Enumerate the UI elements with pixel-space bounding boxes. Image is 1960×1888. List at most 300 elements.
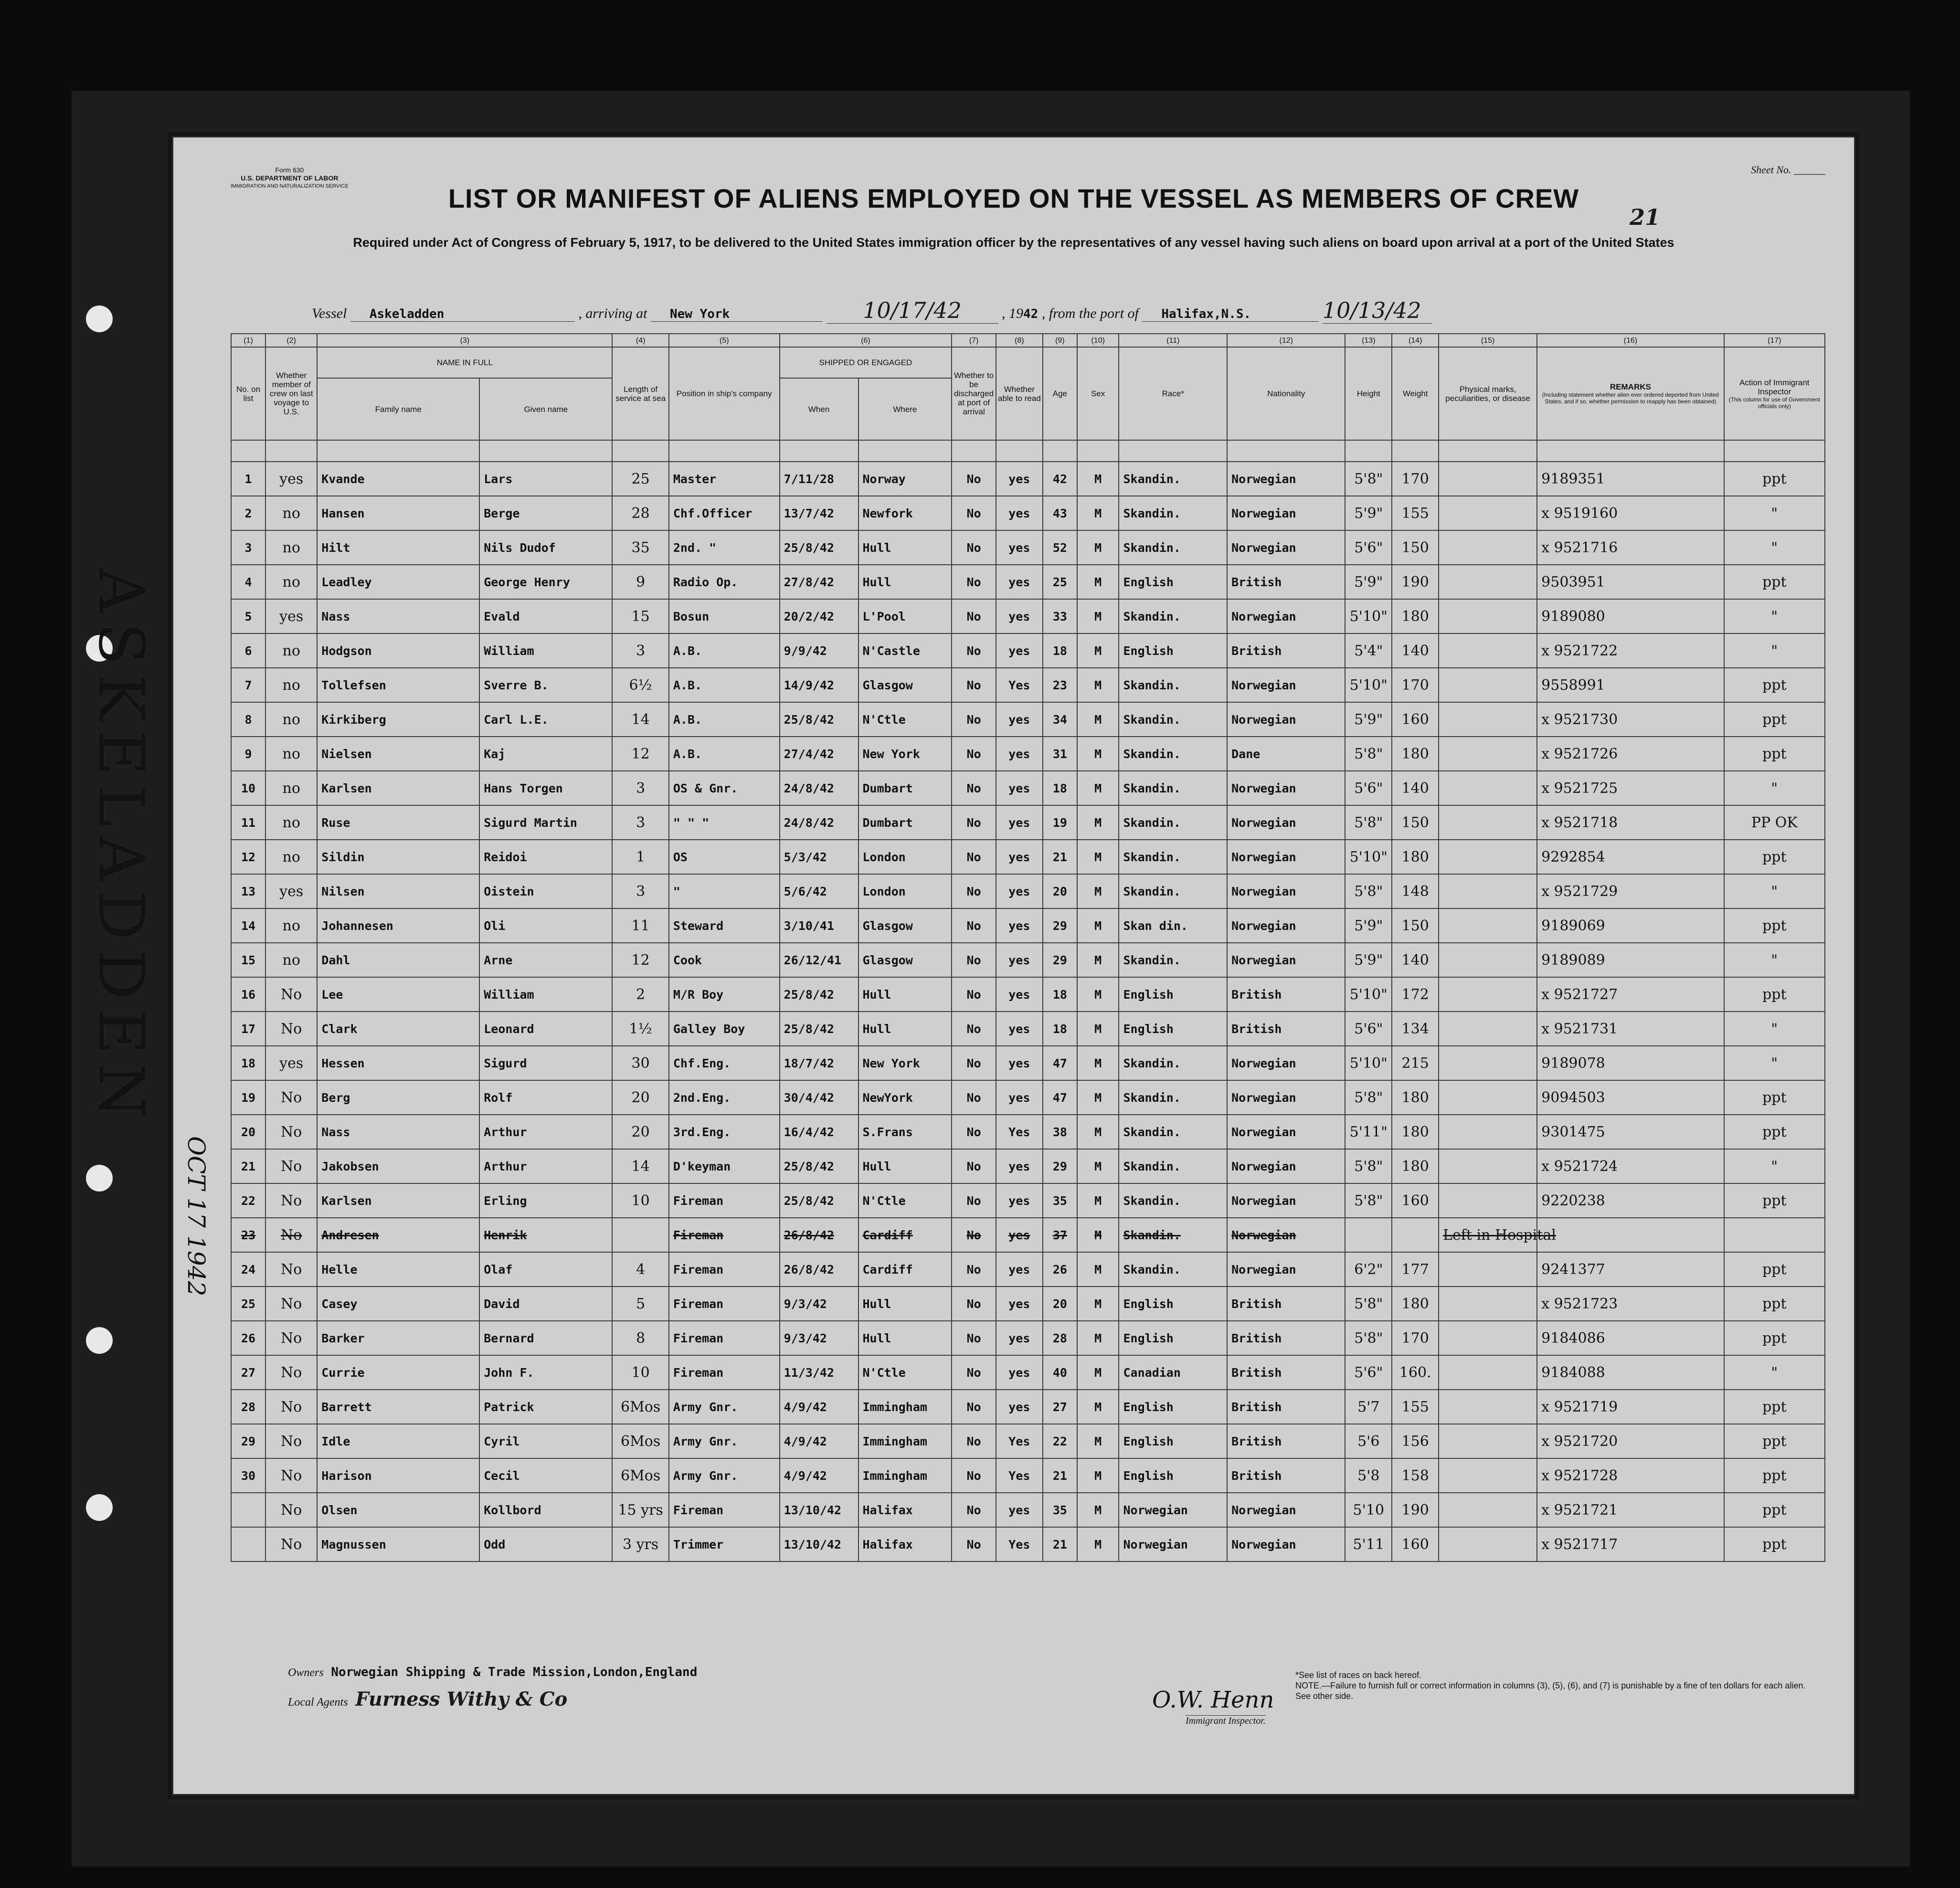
cell-prev: No — [265, 1527, 317, 1561]
cell-weight: 140 — [1392, 771, 1439, 805]
cell-height: 6'2" — [1345, 1252, 1392, 1287]
cell-height: 5'9" — [1345, 496, 1392, 530]
cell-where: Hull — [858, 530, 952, 565]
cell-when: 4/9/42 — [780, 1458, 858, 1493]
cell-read: Yes — [996, 1527, 1043, 1561]
cell-prev: No — [265, 1149, 317, 1183]
cell-when: 16/4/42 — [780, 1115, 858, 1149]
cell-prev: No — [265, 1080, 317, 1115]
cell-where: Hull — [858, 977, 952, 1012]
cell-sex: M — [1077, 462, 1119, 496]
cell-when: 11/3/42 — [780, 1355, 858, 1390]
cell-service: 2 — [612, 977, 668, 1012]
cell-remarks: 9189078 — [1537, 1046, 1724, 1080]
cell-race: Skandin. — [1119, 1218, 1227, 1252]
cell-read: yes — [996, 908, 1043, 943]
cell-given: Sigurd Martin — [479, 805, 612, 840]
cell-nat: British — [1227, 565, 1345, 599]
cell-family: Dahl — [317, 943, 479, 977]
cell-weight: 140 — [1392, 943, 1439, 977]
cell-remarks — [1537, 1218, 1724, 1252]
cell-given: Berge — [479, 496, 612, 530]
cell-when: 27/8/42 — [780, 565, 858, 599]
cell-remarks: x 9521722 — [1537, 633, 1724, 668]
cell-race: English — [1119, 1458, 1227, 1493]
cell-read: yes — [996, 1252, 1043, 1287]
cell-action: ppt — [1724, 1252, 1825, 1287]
cell-when: 13/7/42 — [780, 496, 858, 530]
cell-service: 3 — [612, 874, 668, 908]
table-row — [231, 943, 1825, 977]
cell-family: Kvande — [317, 462, 479, 496]
cell-sex: M — [1077, 1046, 1119, 1080]
table-row — [231, 496, 1825, 530]
inspector-label: Immigrant Inspector. — [1186, 1716, 1266, 1726]
cell-given: Evald — [479, 599, 612, 633]
cell-sex: M — [1077, 1183, 1119, 1218]
cell-prev: No — [265, 1012, 317, 1046]
cell-disch: No — [952, 737, 996, 771]
col-num: (7) — [952, 334, 996, 347]
cell-weight: 170 — [1392, 668, 1439, 702]
header-last-voyage: Whether member of crew on last voyage to U.S. — [265, 347, 317, 440]
cell-no: 19 — [231, 1080, 265, 1115]
cell-sex: M — [1077, 840, 1119, 874]
header-shipped-engaged: SHIPPED OR ENGAGED — [780, 347, 952, 378]
cell-nat: Norwegian — [1227, 1080, 1345, 1115]
cell-age: 38 — [1043, 1115, 1077, 1149]
cell-action: ppt — [1724, 668, 1825, 702]
table-row — [231, 840, 1825, 874]
cell-given: Kaj — [479, 737, 612, 771]
table-row — [231, 633, 1825, 668]
cell-position: Master — [669, 462, 780, 496]
cell-age: 18 — [1043, 633, 1077, 668]
cell-disch: No — [952, 1493, 996, 1527]
cell-given: Lars — [479, 462, 612, 496]
cell-where: Hull — [858, 1012, 952, 1046]
cell-prev: no — [265, 840, 317, 874]
cell-where: Dumbart — [858, 771, 952, 805]
cell-no: 26 — [231, 1321, 265, 1355]
year-value: 42 — [1023, 307, 1038, 321]
cell-service: 6Mos — [612, 1390, 668, 1424]
cell-race: Skandin. — [1119, 1183, 1227, 1218]
cell-sex: M — [1077, 668, 1119, 702]
cell-race: Skandin. — [1119, 530, 1227, 565]
cell-action: " — [1724, 530, 1825, 565]
cell-marks — [1439, 977, 1537, 1012]
cell-given: Arthur — [479, 1149, 612, 1183]
cell-no: 3 — [231, 530, 265, 565]
cell-age: 18 — [1043, 1012, 1077, 1046]
cell-where: N'Castle — [858, 633, 952, 668]
cell-disch: No — [952, 1080, 996, 1115]
table-row — [231, 977, 1825, 1012]
cell-sex: M — [1077, 496, 1119, 530]
cell-no: 11 — [231, 805, 265, 840]
cell-position: A.B. — [669, 633, 780, 668]
cell-marks — [1439, 1527, 1537, 1561]
cell-sex: M — [1077, 633, 1119, 668]
cell-no: 22 — [231, 1183, 265, 1218]
cell-position: Fireman — [669, 1493, 780, 1527]
cell-age: 35 — [1043, 1183, 1077, 1218]
cell-weight: 180 — [1392, 1080, 1439, 1115]
cell-action: ppt — [1724, 565, 1825, 599]
cell-where: NewYork — [858, 1080, 952, 1115]
cell-family: Johannesen — [317, 908, 479, 943]
cell-where: Halifax — [858, 1527, 952, 1561]
cell-age: 52 — [1043, 530, 1077, 565]
cell-when: 26/8/42 — [780, 1218, 858, 1252]
vessel-name-stamp: ASKELADDEN — [85, 568, 158, 1128]
col-num: (12) — [1227, 334, 1345, 347]
cell-nat: Norwegian — [1227, 840, 1345, 874]
cell-action: " — [1724, 1149, 1825, 1183]
cell-read: yes — [996, 1012, 1043, 1046]
cell-where: Norway — [858, 462, 952, 496]
table-row — [231, 668, 1825, 702]
cell-prev: no — [265, 702, 317, 737]
cell-remarks: 9189351 — [1537, 462, 1724, 496]
cell-service: 1½ — [612, 1012, 668, 1046]
cell-remarks: 9292854 — [1537, 840, 1724, 874]
cell-nat: British — [1227, 1458, 1345, 1493]
cell-sex: M — [1077, 565, 1119, 599]
cell-remarks: x 9521718 — [1537, 805, 1724, 840]
cell-nat: British — [1227, 1287, 1345, 1321]
cell-service — [612, 1218, 668, 1252]
cell-height: 5'8" — [1345, 1080, 1392, 1115]
cell-height: 5'11 — [1345, 1527, 1392, 1561]
cell-weight: 190 — [1392, 1493, 1439, 1527]
cell-service: 12 — [612, 943, 668, 977]
cell-no: 16 — [231, 977, 265, 1012]
cell-age: 42 — [1043, 462, 1077, 496]
cell-prev: no — [265, 805, 317, 840]
cell-position: A.B. — [669, 702, 780, 737]
cell-given: Cyril — [479, 1424, 612, 1458]
cell-marks — [1439, 462, 1537, 496]
cell-when: 24/8/42 — [780, 805, 858, 840]
cell-marks — [1439, 702, 1537, 737]
cell-sex: M — [1077, 943, 1119, 977]
cell-race: Norwegian — [1119, 1527, 1227, 1561]
cell-when: 18/7/42 — [780, 1046, 858, 1080]
cell-weight: 170 — [1392, 462, 1439, 496]
col-num: (5) — [669, 334, 780, 347]
cell-marks — [1439, 530, 1537, 565]
cell-disch: No — [952, 1458, 996, 1493]
header-length-service: Length of service at sea — [612, 347, 668, 440]
cell-no: 18 — [231, 1046, 265, 1080]
cell-weight: 150 — [1392, 908, 1439, 943]
cell-where: N'Ctle — [858, 702, 952, 737]
cell-action: ppt — [1724, 1115, 1825, 1149]
binder-hole — [86, 1327, 113, 1354]
arrival-port: New York — [651, 307, 823, 322]
cell-height: 5'7 — [1345, 1390, 1392, 1424]
cell-marks — [1439, 737, 1537, 771]
cell-height: 5'9" — [1345, 565, 1392, 599]
cell-when: 5/6/42 — [780, 874, 858, 908]
cell-weight: 160 — [1392, 1527, 1439, 1561]
cell-service: 3 — [612, 805, 668, 840]
cell-nat: British — [1227, 1355, 1345, 1390]
table-row — [231, 771, 1825, 805]
cell-read: yes — [996, 771, 1043, 805]
cell-family: Helle — [317, 1252, 479, 1287]
cell-prev: no — [265, 771, 317, 805]
cell-position: Fireman — [669, 1355, 780, 1390]
cell-read: yes — [996, 1493, 1043, 1527]
cell-disch: No — [952, 1527, 996, 1561]
cell-nat: Norwegian — [1227, 1493, 1345, 1527]
cell-service: 35 — [612, 530, 668, 565]
cell-read: yes — [996, 737, 1043, 771]
cell-age: 21 — [1043, 1527, 1077, 1561]
sheet-number-handwritten: 21 — [1630, 204, 1661, 230]
cell-prev: no — [265, 496, 317, 530]
cell-no: 12 — [231, 840, 265, 874]
cell-remarks: 9301475 — [1537, 1115, 1724, 1149]
cell-age: 34 — [1043, 702, 1077, 737]
cell-read: yes — [996, 943, 1043, 977]
cell-family: Nielsen — [317, 737, 479, 771]
header-family-name: Family name — [317, 378, 479, 440]
cell-age: 35 — [1043, 1493, 1077, 1527]
cell-disch: No — [952, 530, 996, 565]
header-remarks — [1537, 347, 1724, 440]
cell-family: Hilt — [317, 530, 479, 565]
cell-read: yes — [996, 1390, 1043, 1424]
cell-read: yes — [996, 1046, 1043, 1080]
inspector-signature: O.W. Henn — [1152, 1687, 1274, 1713]
cell-given: Bernard — [479, 1321, 612, 1355]
cell-read: yes — [996, 1321, 1043, 1355]
cell-action: " — [1724, 1012, 1825, 1046]
cell-weight: 155 — [1392, 1390, 1439, 1424]
cell-service: 3 — [612, 771, 668, 805]
cell-read: yes — [996, 496, 1043, 530]
cell-action: ppt — [1724, 1321, 1825, 1355]
cell-weight: 180 — [1392, 1115, 1439, 1149]
cell-nat: Norwegian — [1227, 805, 1345, 840]
cell-weight: 180 — [1392, 1149, 1439, 1183]
cell-prev: No — [265, 1115, 317, 1149]
cell-disch: No — [952, 496, 996, 530]
cell-family: Magnussen — [317, 1527, 479, 1561]
cell-no — [231, 1493, 265, 1527]
header-sex: Sex — [1077, 347, 1119, 440]
cell-height: 5'8" — [1345, 737, 1392, 771]
cell-service: 11 — [612, 908, 668, 943]
cell-where: Glasgow — [858, 668, 952, 702]
cell-read: yes — [996, 599, 1043, 633]
cell-where: Glasgow — [858, 943, 952, 977]
cell-race: Skandin. — [1119, 702, 1227, 737]
cell-action: ppt — [1724, 1424, 1825, 1458]
cell-read: yes — [996, 1287, 1043, 1321]
cell-position: Chf.Officer — [669, 496, 780, 530]
header-weight: Weight — [1392, 347, 1439, 440]
cell-remarks: 9558991 — [1537, 668, 1724, 702]
cell-prev: No — [265, 1218, 317, 1252]
cell-weight: 215 — [1392, 1046, 1439, 1080]
table-row — [231, 1149, 1825, 1183]
table-row — [231, 1355, 1825, 1390]
cell-prev: No — [265, 1287, 317, 1321]
cell-prev: yes — [265, 1046, 317, 1080]
cell-remarks: x 9521725 — [1537, 771, 1724, 805]
cell-no: 21 — [231, 1149, 265, 1183]
cell-nat: British — [1227, 633, 1345, 668]
cell-age: 25 — [1043, 565, 1077, 599]
owners-label: Owners — [288, 1667, 324, 1679]
cell-action: ppt — [1724, 1390, 1825, 1424]
cell-remarks: x 9521731 — [1537, 1012, 1724, 1046]
cell-height — [1345, 1218, 1392, 1252]
cell-race: Skandin. — [1119, 1046, 1227, 1080]
cell-where: New York — [858, 1046, 952, 1080]
cell-when: 25/8/42 — [780, 977, 858, 1012]
cell-height: 5'8" — [1345, 1287, 1392, 1321]
cell-no: 27 — [231, 1355, 265, 1390]
cell-family: Leadley — [317, 565, 479, 599]
cell-nat: British — [1227, 1321, 1345, 1355]
cell-no: 8 — [231, 702, 265, 737]
cell-age: 29 — [1043, 908, 1077, 943]
cell-read: Yes — [996, 1115, 1043, 1149]
cell-family: Currie — [317, 1355, 479, 1390]
col-num: (13) — [1345, 334, 1392, 347]
owners-line — [288, 1665, 697, 1679]
cell-age: 21 — [1043, 1458, 1077, 1493]
cell-age: 29 — [1043, 1149, 1077, 1183]
column-number-row — [231, 334, 1825, 347]
cell-given: Arne — [479, 943, 612, 977]
cell-where: Hull — [858, 1321, 952, 1355]
header-where: Where — [858, 378, 952, 440]
cell-weight: 160. — [1392, 1355, 1439, 1390]
cell-disch: No — [952, 1287, 996, 1321]
cell-action — [1724, 1218, 1825, 1252]
cell-family: Ruse — [317, 805, 479, 840]
cell-disch: No — [952, 805, 996, 840]
cell-sex: M — [1077, 874, 1119, 908]
cell-no: 6 — [231, 633, 265, 668]
header-remarks-title: REMARKS — [1610, 382, 1651, 391]
cell-nat: Norwegian — [1227, 1527, 1345, 1561]
cell-marks — [1439, 943, 1537, 977]
page-subtitle: Required under Act of Congress of February 5, 1917, to be delivered to the United States immigration officer by the representatives of any vessel having such aliens on board upon arrival at a port of the United States — [353, 235, 1674, 250]
cell-nat: Norwegian — [1227, 668, 1345, 702]
cell-sex: M — [1077, 908, 1119, 943]
cell-age: 23 — [1043, 668, 1077, 702]
header-row-1 — [231, 347, 1825, 378]
cell-height: 5'8 — [1345, 1458, 1392, 1493]
header-position: Position in ship's company — [669, 347, 780, 440]
cell-race: English — [1119, 977, 1227, 1012]
header-name-in-full: NAME IN FULL — [317, 347, 612, 378]
cell-read: Yes — [996, 1424, 1043, 1458]
cell-sex: M — [1077, 977, 1119, 1012]
cell-when: 25/8/42 — [780, 1012, 858, 1046]
cell-family: Berg — [317, 1080, 479, 1115]
cell-height: 5'6" — [1345, 530, 1392, 565]
header-when: When — [780, 378, 858, 440]
cell-disch: No — [952, 1390, 996, 1424]
cell-where: Cardiff — [858, 1252, 952, 1287]
cell-family: Andresen — [317, 1218, 479, 1252]
cell-family: Clark — [317, 1012, 479, 1046]
cell-service: 20 — [612, 1080, 668, 1115]
cell-marks — [1439, 599, 1537, 633]
cell-sex: M — [1077, 1115, 1119, 1149]
cell-remarks: 9241377 — [1537, 1252, 1724, 1287]
cell-service: 8 — [612, 1321, 668, 1355]
cell-when: 4/9/42 — [780, 1424, 858, 1458]
cell-race: English — [1119, 1390, 1227, 1424]
cell-no: 9 — [231, 737, 265, 771]
cell-when: 14/9/42 — [780, 668, 858, 702]
cell-height: 5'6" — [1345, 771, 1392, 805]
cell-height: 5'10" — [1345, 668, 1392, 702]
cell-family: Harison — [317, 1458, 479, 1493]
cell-remarks: x 9521730 — [1537, 702, 1724, 737]
col-num: (11) — [1119, 334, 1227, 347]
cell-disch: No — [952, 565, 996, 599]
cell-family: Olsen — [317, 1493, 479, 1527]
table-row — [231, 1527, 1825, 1561]
cell-given: Hans Torgen — [479, 771, 612, 805]
cell-where: Immingham — [858, 1390, 952, 1424]
cell-where: Newfork — [858, 496, 952, 530]
cell-race: Skandin. — [1119, 462, 1227, 496]
cell-age: 18 — [1043, 977, 1077, 1012]
cell-disch: No — [952, 874, 996, 908]
cell-prev: No — [265, 1424, 317, 1458]
cell-remarks: x 9521728 — [1537, 1458, 1724, 1493]
cell-when: 3/10/41 — [780, 908, 858, 943]
cell-given: Oistein — [479, 874, 612, 908]
header-action-title: Action of Immigrant Inspector — [1739, 378, 1810, 396]
cell-race: Skandin. — [1119, 1080, 1227, 1115]
cell-read: yes — [996, 1183, 1043, 1218]
cell-marks — [1439, 1424, 1537, 1458]
page-title: LIST OR MANIFEST OF ALIENS EMPLOYED ON THE VESSEL AS MEMBERS OF CREW — [448, 183, 1579, 213]
col-num: (15) — [1439, 334, 1537, 347]
note-penalty: NOTE.—Failure to furnish full or correct information in columns (3), (5), (6), and (7) is punishable by a fine of ten dollars for each alien. See other side. — [1295, 1681, 1806, 1701]
cell-sex: M — [1077, 1218, 1119, 1252]
table-row — [231, 565, 1825, 599]
cell-prev: No — [265, 1252, 317, 1287]
cell-height: 5'8" — [1345, 1183, 1392, 1218]
cell-marks — [1439, 1183, 1537, 1218]
cell-read: yes — [996, 1080, 1043, 1115]
cell-when: 30/4/42 — [780, 1080, 858, 1115]
cell-family: Barker — [317, 1321, 479, 1355]
cell-prev: No — [265, 1458, 317, 1493]
cell-given: Arthur — [479, 1115, 612, 1149]
cell-remarks: 9220238 — [1537, 1183, 1724, 1218]
cell-prev: no — [265, 565, 317, 599]
header-race: Race* — [1119, 347, 1227, 440]
cell-weight: 190 — [1392, 565, 1439, 599]
header-physical-marks: Physical marks, peculiarities, or disease — [1439, 347, 1537, 440]
col-num: (2) — [265, 334, 317, 347]
